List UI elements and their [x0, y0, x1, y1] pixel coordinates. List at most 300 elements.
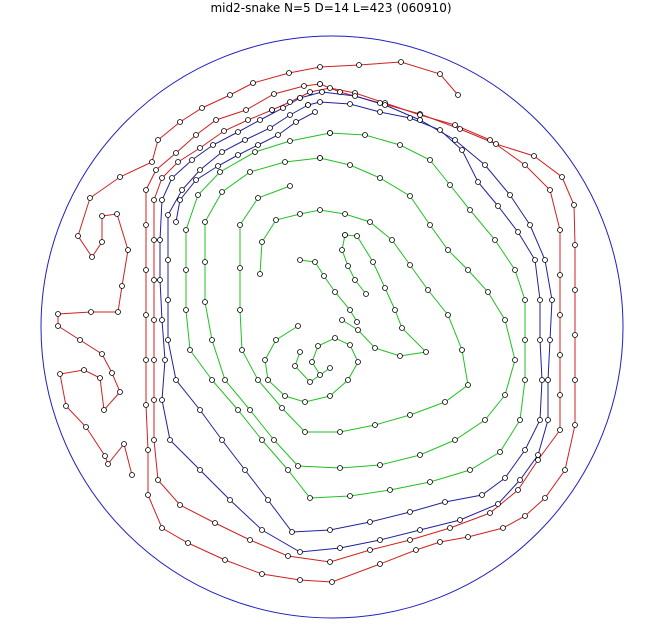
vertex-marker [253, 150, 258, 155]
vertex-marker [150, 160, 155, 165]
vertex-marker [303, 430, 308, 435]
vertex-marker [428, 158, 433, 163]
vertex-marker [260, 572, 265, 577]
vertex-marker [483, 418, 488, 423]
vertex-marker [190, 158, 195, 163]
vertex-marker [281, 106, 286, 111]
vertex-marker [222, 129, 227, 134]
vertex-marker [501, 526, 506, 531]
vertex-marker [220, 150, 225, 155]
vertex-marker [523, 298, 528, 303]
vertex-marker [546, 378, 551, 383]
vertex-marker [428, 223, 433, 228]
vertex-marker [170, 176, 175, 181]
vertex-marker [458, 127, 463, 132]
vertex-marker [318, 156, 323, 161]
vertex-marker [373, 346, 378, 351]
vertex-marker [348, 163, 353, 168]
vertex-marker [198, 168, 203, 173]
vertex-marker [144, 313, 149, 318]
vertex-marker [398, 354, 403, 359]
vertex-marker [378, 110, 383, 115]
vertex-marker [373, 423, 378, 428]
vertex-marker [558, 228, 563, 233]
vertex-marker [398, 143, 403, 148]
vertex-marker [236, 130, 241, 135]
vertex-marker [400, 326, 405, 331]
vertex-marker [184, 228, 189, 233]
vertex-marker [355, 320, 360, 325]
vertex-marker [538, 298, 543, 303]
vertex-marker [166, 258, 171, 263]
vertex-marker [298, 258, 303, 263]
vertex-marker [573, 333, 578, 338]
vertex-marker [248, 408, 253, 413]
vertex-marker [146, 448, 151, 453]
vertex-marker [82, 368, 87, 373]
vertex-marker [296, 464, 301, 469]
vertex-marker [288, 100, 293, 105]
vertex-marker [76, 234, 81, 239]
vertex-marker [438, 540, 443, 545]
vertex-marker [333, 336, 338, 341]
vertex-marker [328, 86, 333, 91]
vertex-marker [236, 408, 241, 413]
vertex-marker [64, 404, 69, 409]
vertex-marker [560, 175, 565, 180]
vertex-marker [260, 240, 265, 245]
vertex-marker [378, 176, 383, 181]
vertex-marker [203, 220, 208, 225]
vertex-marker [160, 176, 165, 181]
chart-title: mid2-snake N=5 D=14 L=423 (060910) [210, 1, 452, 15]
vertex-marker [483, 163, 488, 168]
vertex-marker [456, 93, 461, 98]
vertex-marker [210, 378, 215, 383]
vertex-marker [258, 272, 263, 277]
vertex-marker [476, 180, 481, 185]
vertex-marker [152, 278, 157, 283]
vertex-marker [523, 448, 528, 453]
vertex-marker [458, 518, 463, 523]
vertex-marker [298, 578, 303, 583]
vertex-marker [343, 233, 348, 238]
vertex-marker [378, 101, 383, 106]
vertex-marker [340, 248, 345, 253]
vertex-marker [288, 113, 293, 118]
vertex-marker [144, 223, 149, 228]
vertex-marker [238, 266, 243, 271]
vertex-marker [214, 118, 219, 123]
vertex-marker [270, 108, 275, 113]
vertex-marker [503, 318, 508, 323]
vertex-marker [152, 318, 157, 323]
vertex-marker [328, 528, 333, 533]
vertex-marker [508, 193, 513, 198]
vertex-marker [532, 154, 537, 159]
vertex-marker [152, 198, 157, 203]
vertex-marker [178, 503, 183, 508]
vertex-marker [184, 268, 189, 273]
vertex-marker [238, 308, 243, 313]
vertex-marker [256, 196, 261, 201]
vertex-marker [538, 338, 543, 343]
vertex-marker [378, 562, 383, 567]
vertex-marker [290, 530, 295, 535]
vertex-marker [348, 102, 353, 107]
vertex-marker [178, 120, 183, 125]
vertex-marker [146, 493, 151, 498]
vertex-marker [443, 400, 448, 405]
vertex-marker [414, 548, 419, 553]
vertex-marker [174, 151, 179, 156]
vertex-marker [154, 168, 159, 173]
vertex-marker [102, 408, 107, 413]
vertex-marker [563, 468, 568, 473]
vertex-marker [338, 430, 343, 435]
vertex-marker [418, 118, 423, 123]
vertex-marker [488, 511, 493, 516]
vertex-marker [528, 223, 533, 228]
snake-path-11 [342, 235, 426, 356]
vertex-marker [106, 462, 111, 467]
vertex-marker [348, 308, 353, 313]
vertex-marker [353, 278, 358, 283]
vertex-marker [503, 393, 508, 398]
vertex-marker [338, 466, 343, 471]
vertex-marker [152, 238, 157, 243]
vertex-marker [144, 188, 149, 193]
vertex-marker [328, 560, 333, 565]
vertex-marker [453, 438, 458, 443]
snake-path-9 [240, 186, 468, 432]
vertex-marker [383, 286, 388, 291]
vertex-marker [210, 338, 215, 343]
vertex-marker [84, 425, 89, 430]
vertex-marker [152, 438, 157, 443]
vertex-marker [308, 380, 313, 385]
vertex-marker [198, 408, 203, 413]
vertex-marker [313, 110, 318, 115]
vertex-marker [228, 498, 233, 503]
vertex-marker [196, 193, 201, 198]
vertex-marker [573, 378, 578, 383]
vertex-marker [298, 212, 303, 217]
vertex-marker [516, 230, 521, 235]
vertex-marker [558, 428, 563, 433]
vertex-marker [272, 438, 277, 443]
vertex-marker [288, 184, 293, 189]
vertex-marker [494, 142, 499, 147]
vertex-marker [536, 453, 541, 458]
vertex-marker [176, 160, 181, 165]
vertex-marker [286, 468, 291, 473]
vertex-marker [453, 123, 458, 128]
vertex-marker [248, 170, 253, 175]
vertex-marker [303, 400, 308, 405]
vertex-marker [211, 143, 216, 148]
vertex-marker [160, 526, 165, 531]
vertex-marker [328, 366, 333, 371]
vertex-marker [100, 214, 105, 219]
vertex-marker [418, 453, 423, 458]
vertex-marker [293, 364, 298, 369]
vertex-marker [130, 473, 135, 478]
snake-path-3 [154, 88, 560, 562]
vertex-marker [280, 406, 285, 411]
vertex-marker [260, 528, 265, 533]
vertex-marker [540, 378, 545, 383]
vertex-marker [286, 554, 291, 559]
vertex-marker [287, 71, 292, 76]
vertex-marker [516, 488, 521, 493]
vertex-marker [58, 372, 63, 377]
vertex-marker [428, 480, 433, 485]
vertex-marker [274, 218, 279, 223]
vertex-marker [424, 350, 429, 355]
vertex-marker [318, 65, 323, 70]
vertex-marker [298, 350, 303, 355]
vertex-marker [356, 328, 361, 333]
vertex-marker [118, 175, 123, 180]
vertex-marker [363, 133, 368, 138]
vertex-marker [418, 528, 423, 533]
vertex-marker [438, 128, 443, 133]
vertex-marker [174, 378, 179, 383]
vertex-marker [328, 394, 333, 399]
vertex-marker [408, 413, 413, 418]
vertex-marker [368, 520, 373, 525]
vertex-marker [158, 238, 163, 243]
vertex-marker [330, 580, 335, 585]
vertex-marker [228, 93, 233, 98]
vertex-marker [318, 82, 323, 87]
vertex-marker [56, 324, 61, 329]
vertex-marker [426, 288, 431, 293]
vertex-marker [548, 338, 553, 343]
vertex-marker [533, 258, 538, 263]
vertex-marker [378, 538, 383, 543]
vertex-marker [144, 358, 149, 363]
vertex-marker [488, 138, 493, 143]
vertex-marker [203, 260, 208, 265]
vertex-marker [218, 170, 223, 175]
vertex-marker [333, 290, 338, 295]
vertex-marker [258, 118, 263, 123]
vertex-marker [408, 116, 413, 121]
vertex-marker [558, 353, 563, 358]
vertex-marker [448, 183, 453, 188]
vertex-marker [496, 204, 501, 209]
vertex-marker [213, 521, 218, 526]
vertex-marker [126, 248, 131, 253]
vertex-marker [158, 278, 163, 283]
vertex-marker [320, 90, 325, 95]
vertex-marker [194, 178, 199, 183]
vertex-marker [220, 190, 225, 195]
vertex-marker [546, 418, 551, 423]
vertex-marker [460, 148, 465, 153]
vertex-marker [468, 468, 473, 473]
vertex-marker [318, 208, 323, 213]
vertex-marker [328, 131, 333, 136]
vertex-marker [340, 318, 345, 323]
vertex-marker [448, 526, 453, 531]
vertex-marker [418, 113, 423, 118]
vertex-marker [371, 260, 376, 265]
vertex-marker [318, 100, 323, 105]
vertex-marker [198, 468, 203, 473]
vertex-marker [223, 378, 228, 383]
vertex-marker [538, 418, 543, 423]
vertex-marker [266, 498, 271, 503]
vertex-marker [496, 502, 501, 507]
vertex-marker [103, 454, 108, 459]
vertex-marker [256, 143, 261, 148]
vertex-marker [266, 378, 271, 383]
vertex-marker [393, 308, 398, 313]
vertex-marker [346, 378, 351, 383]
vertex-marker [122, 442, 127, 447]
vertex-marker [308, 496, 313, 501]
vertex-marker [260, 438, 265, 443]
vertex-marker [486, 290, 491, 295]
vertex-marker [144, 268, 149, 273]
vertex-marker [460, 348, 465, 353]
snake-path-1 [58, 62, 458, 475]
vertex-marker [174, 220, 179, 225]
vertex-marker [550, 298, 555, 303]
snake-path-8 [205, 158, 515, 468]
points-layer [56, 60, 578, 585]
vertex-marker [160, 318, 165, 323]
vertex-marker [188, 348, 193, 353]
vertex-marker [573, 288, 578, 293]
vertex-marker [152, 358, 157, 363]
vertex-marker [543, 496, 548, 501]
vertex-marker [408, 538, 413, 543]
vertex-marker [338, 90, 343, 95]
vertex-marker [89, 310, 94, 315]
vertex-marker [194, 133, 199, 138]
vertex-marker [536, 458, 541, 463]
vertex-marker [355, 234, 360, 239]
vertex-marker [203, 300, 208, 305]
vertex-marker [523, 378, 528, 383]
vertex-marker [296, 324, 301, 329]
vertex-marker [186, 541, 191, 546]
vertex-marker [498, 450, 503, 455]
vertex-marker [513, 268, 518, 273]
snake-path-12 [300, 260, 357, 322]
vertex-marker [78, 338, 83, 343]
vertex-marker [513, 358, 518, 363]
vertex-marker [353, 94, 358, 99]
vertex-marker [466, 268, 471, 273]
vertex-marker [466, 535, 471, 540]
vertex-marker [310, 360, 315, 365]
vertex-marker [156, 478, 161, 483]
vertex-marker [244, 108, 249, 113]
snake-path-7 [186, 133, 525, 498]
vertex-marker [115, 212, 120, 217]
vertex-marker [306, 103, 311, 108]
vertex-marker [288, 139, 293, 144]
vertex-marker [118, 390, 123, 395]
vertex-marker [408, 510, 413, 515]
vertex-marker [200, 106, 205, 111]
vertex-marker [399, 60, 404, 65]
vertex-marker [98, 376, 103, 381]
vertex-marker [388, 488, 393, 493]
vertex-marker [368, 220, 373, 225]
vertex-marker [263, 358, 268, 363]
vertex-marker [166, 338, 171, 343]
vertex-marker [378, 463, 383, 468]
vertex-marker [294, 120, 299, 125]
vertex-marker [298, 550, 303, 555]
vertex-marker [302, 84, 307, 89]
vertex-marker [223, 558, 228, 563]
vertex-marker [316, 344, 321, 349]
vertex-marker [368, 548, 373, 553]
vertex-marker [276, 133, 281, 138]
vertex-marker [100, 352, 105, 357]
vertex-marker [453, 138, 458, 143]
vertex-marker [240, 348, 245, 353]
vertex-marker [356, 360, 361, 365]
vertex-marker [408, 263, 413, 268]
vertex-marker [338, 546, 343, 551]
vertex-marker [348, 343, 353, 348]
vertex-marker [298, 96, 303, 101]
vertex-marker [322, 274, 327, 279]
vertex-marker [120, 284, 125, 289]
vertex-marker [558, 273, 563, 278]
vertex-marker [390, 238, 395, 243]
vertex-marker [493, 238, 498, 243]
vertex-marker [573, 243, 578, 248]
vertex-marker [558, 393, 563, 398]
vertex-marker [90, 255, 95, 260]
vertex-marker [216, 164, 221, 169]
vertex-marker [272, 92, 277, 97]
vertex-marker [251, 81, 256, 86]
vertex-marker [152, 398, 157, 403]
vertex-marker [548, 188, 553, 193]
vertex-marker [268, 126, 273, 131]
vertex-marker [468, 208, 473, 213]
vertex-marker [116, 310, 121, 315]
vertex-marker [438, 72, 443, 77]
vertex-marker [238, 223, 243, 228]
vertex-marker [144, 403, 149, 408]
vertex-marker [558, 313, 563, 318]
vertex-marker [283, 160, 288, 165]
vertex-marker [480, 493, 485, 498]
vertex-marker [246, 118, 251, 123]
vertex-marker [364, 292, 369, 297]
snake-path-6 [176, 112, 315, 222]
vertex-marker [184, 308, 189, 313]
vertex-marker [308, 90, 313, 95]
vertex-marker [256, 378, 261, 383]
vertex-marker [160, 398, 165, 403]
vertex-marker [166, 213, 171, 218]
vertex-marker [348, 494, 353, 499]
vertex-marker [283, 394, 288, 399]
vertex-marker [100, 240, 105, 245]
